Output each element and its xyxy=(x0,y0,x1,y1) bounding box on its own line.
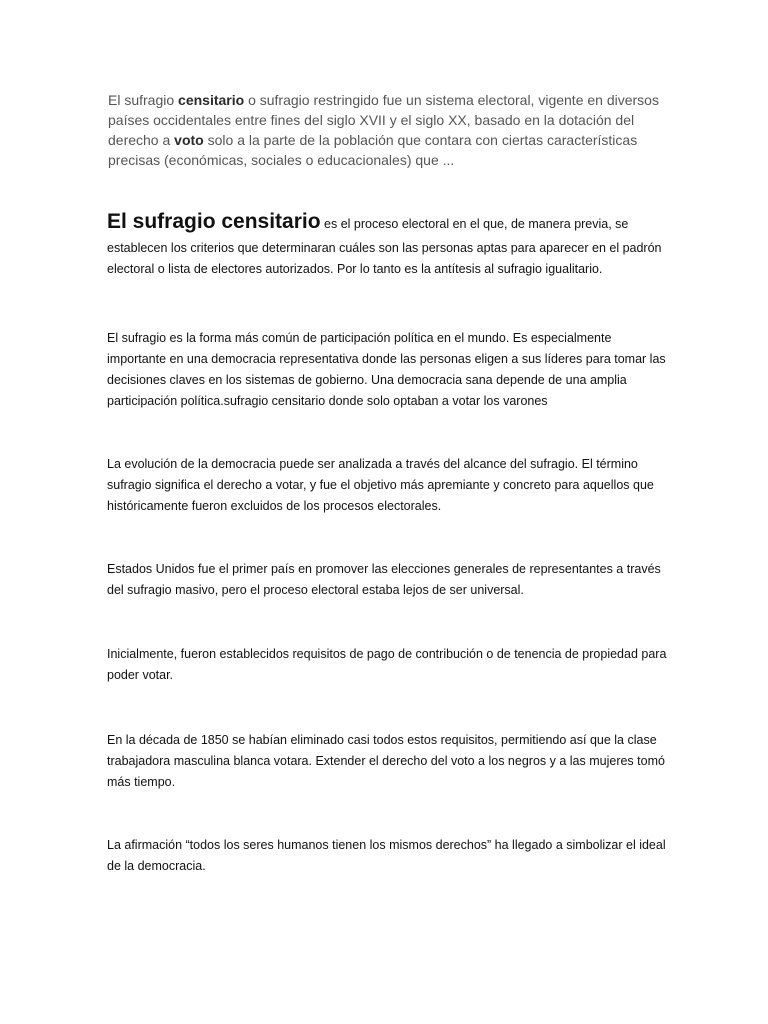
intro-bold-censitario: censitario xyxy=(178,92,245,108)
body-paragraph-5: En la década de 1850 se habían eliminado casi todos estos requisitos, permitiendo así que la clase trabajadora masculina blanca votara. Extender el derecho del voto a los negros y a las mujeres tomó más tiempo. xyxy=(107,733,665,789)
intro-text-mid: o sufragio restringido fue un sistema electoral, vigente en diversos países occidentales entre fines del siglo XVII y el siglo XX, basado en la dotación del derecho a xyxy=(108,92,659,148)
body-paragraph-1: El sufragio es la forma más común de participación política en el mundo. Es especialmente importante en una democracia representativa donde las personas eligen a sus líderes para tomar las decisiones claves en los sistemas de gobierno. Una democracia sana depende de una amplia participación política.sufragio censitario donde solo optaban a votar los varones xyxy=(107,331,666,408)
intro-text-pre: El sufragio xyxy=(108,92,179,108)
section-heading: El sufragio censitario xyxy=(107,210,321,233)
intro-paragraph xyxy=(108,90,668,170)
definition-paragraph xyxy=(107,206,667,280)
body-paragraph-2: La evolución de la democracia puede ser analizada a través del alcance del sufragio. El término sufragio significa el derecho a votar, y fue el objetivo más apremiante y concreto para aquellos que históricamente fueron excluidos de los procesos electorales. xyxy=(107,457,654,513)
body-paragraph-6: La afirmación “todos los seres humanos tienen los mismos derechos” ha llegado a simbolizar el ideal de la democracia. xyxy=(107,838,666,873)
intro-text-post: solo a la parte de la población que contara con ciertas características precisas (económicas, sociales o educacionales) que ... xyxy=(108,132,638,168)
body-paragraph-4: Inicialmente, fueron establecidos requisitos de pago de contribución o de tenencia de propiedad para poder votar. xyxy=(107,647,667,682)
definition-text: es el proceso electoral en el que, de manera previa, se establecen los criterios que determinaran cuáles son las personas aptas para aparecer en el padrón electoral o lista de electores autorizados. Por lo tanto es la antítesis al sufragio igualitario. xyxy=(107,217,662,276)
body-paragraph-3: Estados Unidos fue el primer país en promover las elecciones generales de representantes a través del sufragio masivo, pero el proceso electoral estaba lejos de ser universal. xyxy=(107,562,661,597)
intro-bold-voto: voto xyxy=(174,132,204,148)
